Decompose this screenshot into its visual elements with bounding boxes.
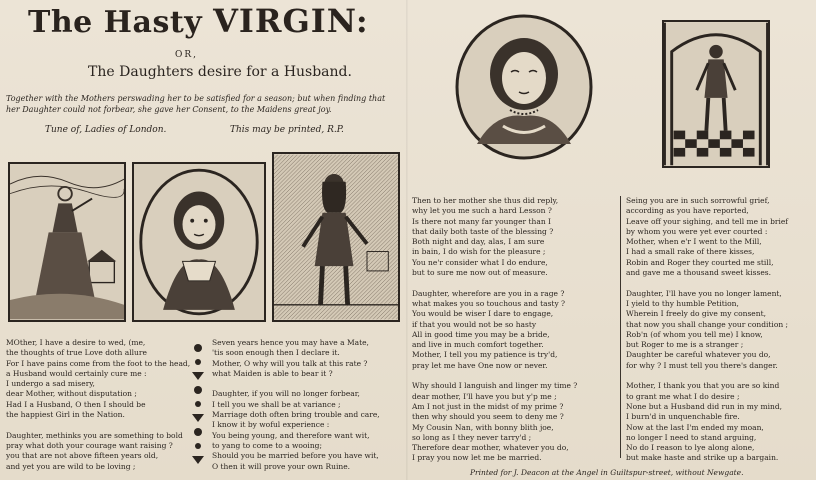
verse-column-4	[626, 196, 814, 464]
verse-line: Why should I languish and linger my time ?	[412, 381, 578, 391]
woodcut-archway-image	[664, 22, 768, 166]
verse-line: O then it will prove your own Ruine.	[212, 461, 351, 471]
ornament-divider	[188, 340, 208, 470]
verse-line	[6, 420, 186, 430]
verse-line: My Cousin Nan, with bonny blith joe,	[412, 422, 554, 432]
verse-line: the happiest Girl in the Nation.	[6, 410, 125, 420]
verse-line: Robin and Roger they courted me still,	[626, 257, 774, 267]
verse-line: and yet you are wild to be loving ;	[6, 461, 136, 471]
verse-line: but to sure me now out of measure.	[412, 268, 548, 278]
verse-line: Mother, O why will you talk at this rate ?	[212, 358, 368, 368]
verse-line: and gave me a thousand sweet kisses.	[626, 268, 771, 278]
verse-line: the thoughts of true Love doth allure	[6, 348, 147, 358]
argument-line-1: Together with the Mothers perswading her to be satisfied for a season; but when finding that	[6, 94, 386, 103]
ballad-title	[28, 2, 408, 40]
verse-line: that daily both taste of the blessing ?	[412, 226, 554, 236]
verse-line: if that you would not be so hasty	[412, 319, 537, 329]
ballad-argument	[6, 93, 404, 115]
woodcut-man-portrait-image	[134, 164, 264, 320]
woodcut-oval-portrait-woman	[455, 14, 593, 160]
or-separator: OR,	[175, 50, 199, 60]
verse-line: to grant me what I do desire ;	[626, 391, 740, 401]
verse-line: You being young, and therefore want wit,	[212, 430, 370, 440]
page-fold	[406, 0, 408, 480]
verse-line: that now you shall change your condition ;	[626, 319, 789, 329]
verse-line: Then to her mother she thus did reply,	[412, 196, 559, 205]
tune-line: Tune of, Ladies of London.	[45, 125, 167, 135]
verse-line: Leave off your sighing, and tell me in brief	[626, 216, 789, 226]
woodcut-gentleman-standing	[272, 152, 400, 322]
verse-line: Daughter, wherefore are you in a rage ?	[412, 288, 565, 298]
verse-line: Daughter, methinks you are something to bold	[6, 430, 183, 440]
verse-line: Now at the last I'm ended my moan,	[626, 422, 764, 432]
verse-line: to yang to come to a wooing;	[212, 440, 322, 450]
verse-line: Had I a Husband, O then I should be	[6, 399, 146, 409]
verse-line: I burn'd in unquenchable fire.	[626, 412, 740, 422]
verse-line: Both night and day, alas, I am sure	[412, 237, 545, 247]
verse-line: Daughter, if you will no longer forbear,	[212, 389, 360, 399]
argument-line-2: her Daughter could not forbear, she gave her Consent, to the Maidens great joy.	[6, 105, 332, 114]
woodcut-gentleman-image	[274, 154, 398, 320]
verse-line: Mother, I tell you my patience is try'd,	[412, 350, 558, 360]
verse-line: no longer I need to stand arguing,	[626, 432, 757, 442]
verse-line: I yield to thy humble Petition,	[626, 298, 739, 308]
column-rule	[620, 196, 621, 458]
verse-line: Mother, when e'r I went to the Mill,	[626, 237, 762, 247]
verse-line: You would be wiser I dare to engage,	[412, 309, 554, 319]
verse-line: you that are not above fifteen years old,	[6, 451, 159, 461]
woodcut-lady-landscape	[8, 162, 126, 322]
verse-column-3	[412, 196, 614, 464]
verse-line: in bain, I do wish for the pleasure ;	[412, 247, 546, 257]
title-part-1: The Hasty	[28, 5, 214, 40]
verse-line: for why ? I must tell you there's danger.	[626, 360, 778, 370]
verse-line: I had a small rake of there kisses,	[626, 247, 755, 257]
verse-line: I know it by woful experience :	[212, 420, 330, 430]
verse-column-2	[212, 338, 402, 472]
verse-line: No do I reason to lye along alone,	[626, 443, 755, 453]
verse-line: pray what doth your courage want raising ?	[6, 440, 173, 450]
verse-line: a Husband would certainly cure me :	[6, 368, 147, 378]
verse-line: what makes you so touchous and tasty ?	[412, 298, 566, 308]
verse-line: Marriage doth often bring trouble and care,	[212, 410, 380, 420]
verse-line: I tell you we shall be at variance ;	[212, 399, 341, 409]
verse-column-1	[6, 338, 191, 472]
verse-line: dear Mother, without disputation ;	[6, 389, 137, 399]
woodcut-oval-portrait-man	[132, 162, 266, 322]
verse-line	[626, 371, 814, 381]
title-part-2: VIRGIN:	[213, 2, 369, 40]
verse-line	[412, 371, 614, 381]
woodcut-woman-portrait-image	[455, 14, 593, 160]
verse-line: Mother, I thank you that you are so kind	[626, 381, 780, 391]
verse-line: 'tis soon enough then I declare it.	[212, 348, 340, 358]
verse-line: Therefore dear mother, whatever you do,	[412, 443, 569, 453]
verse-line: All in good time you may be a bride,	[412, 329, 550, 339]
ballad-subtitle: The Daughters desire for a Husband.	[88, 64, 352, 80]
verse-line: by whom you were yet ever courted :	[626, 226, 768, 236]
verse-line: Rob'n (of whom you tell me) I know,	[626, 329, 763, 339]
printer-imprint: Printed for J. Deacon at the Angel in Guiltspur-street, without Newgate.	[470, 468, 744, 477]
verse-line: and live in much comfort together.	[412, 340, 544, 350]
verse-line: then why should you seem to deny me ?	[412, 412, 564, 422]
verse-line: why let you me such a hard Lesson ?	[412, 206, 552, 216]
verse-line: but make haste and strike up a bargain.	[626, 453, 779, 463]
verse-line: Daughter, I'll have you no longer lament,	[626, 288, 782, 298]
verse-line: I pray you now let me be married.	[412, 453, 542, 463]
verse-line: MOther, I have a desire to wed, (me,	[6, 338, 146, 347]
woodcut-gentleman-archway	[662, 20, 770, 168]
verse-line: Daughter be careful whatever you do,	[626, 350, 771, 360]
verse-line: so long as I they never tarry'd ;	[412, 432, 532, 442]
woodcut-lady-image	[10, 164, 124, 320]
verse-line	[212, 379, 402, 389]
verse-line: Am I not just in the midst of my prime ?	[412, 401, 564, 411]
verse-line: None but a Husband did run in my mind,	[626, 401, 783, 411]
verse-line: Seven years hence you may have a Mate,	[212, 338, 369, 347]
verse-line	[626, 278, 814, 288]
verse-line: I undergo a sad misery,	[6, 379, 95, 389]
verse-line: Is there not many far younger than I	[412, 216, 551, 226]
license-line: This may be printed, R.P.	[230, 125, 344, 135]
verse-line: according as you have reported,	[626, 206, 749, 216]
verse-line: You ne'r consider what I do endure,	[412, 257, 548, 267]
verse-line: For I have pains come from the foot to the head,	[6, 358, 191, 368]
verse-line: what Maiden is able to bear it ?	[212, 368, 333, 378]
verse-line: pray let me have One now or never.	[412, 360, 548, 370]
verse-line: dear mother, I'll have you but y'p me ;	[412, 391, 557, 401]
verse-line: Wherein I freely do give my consent,	[626, 309, 766, 319]
verse-line: but Roger to me is a stranger ;	[626, 340, 744, 350]
verse-line	[412, 278, 614, 288]
verse-line: Seing you are in such sorrowful grief,	[626, 196, 770, 205]
verse-line: Should you be married before you have wit,	[212, 451, 379, 461]
